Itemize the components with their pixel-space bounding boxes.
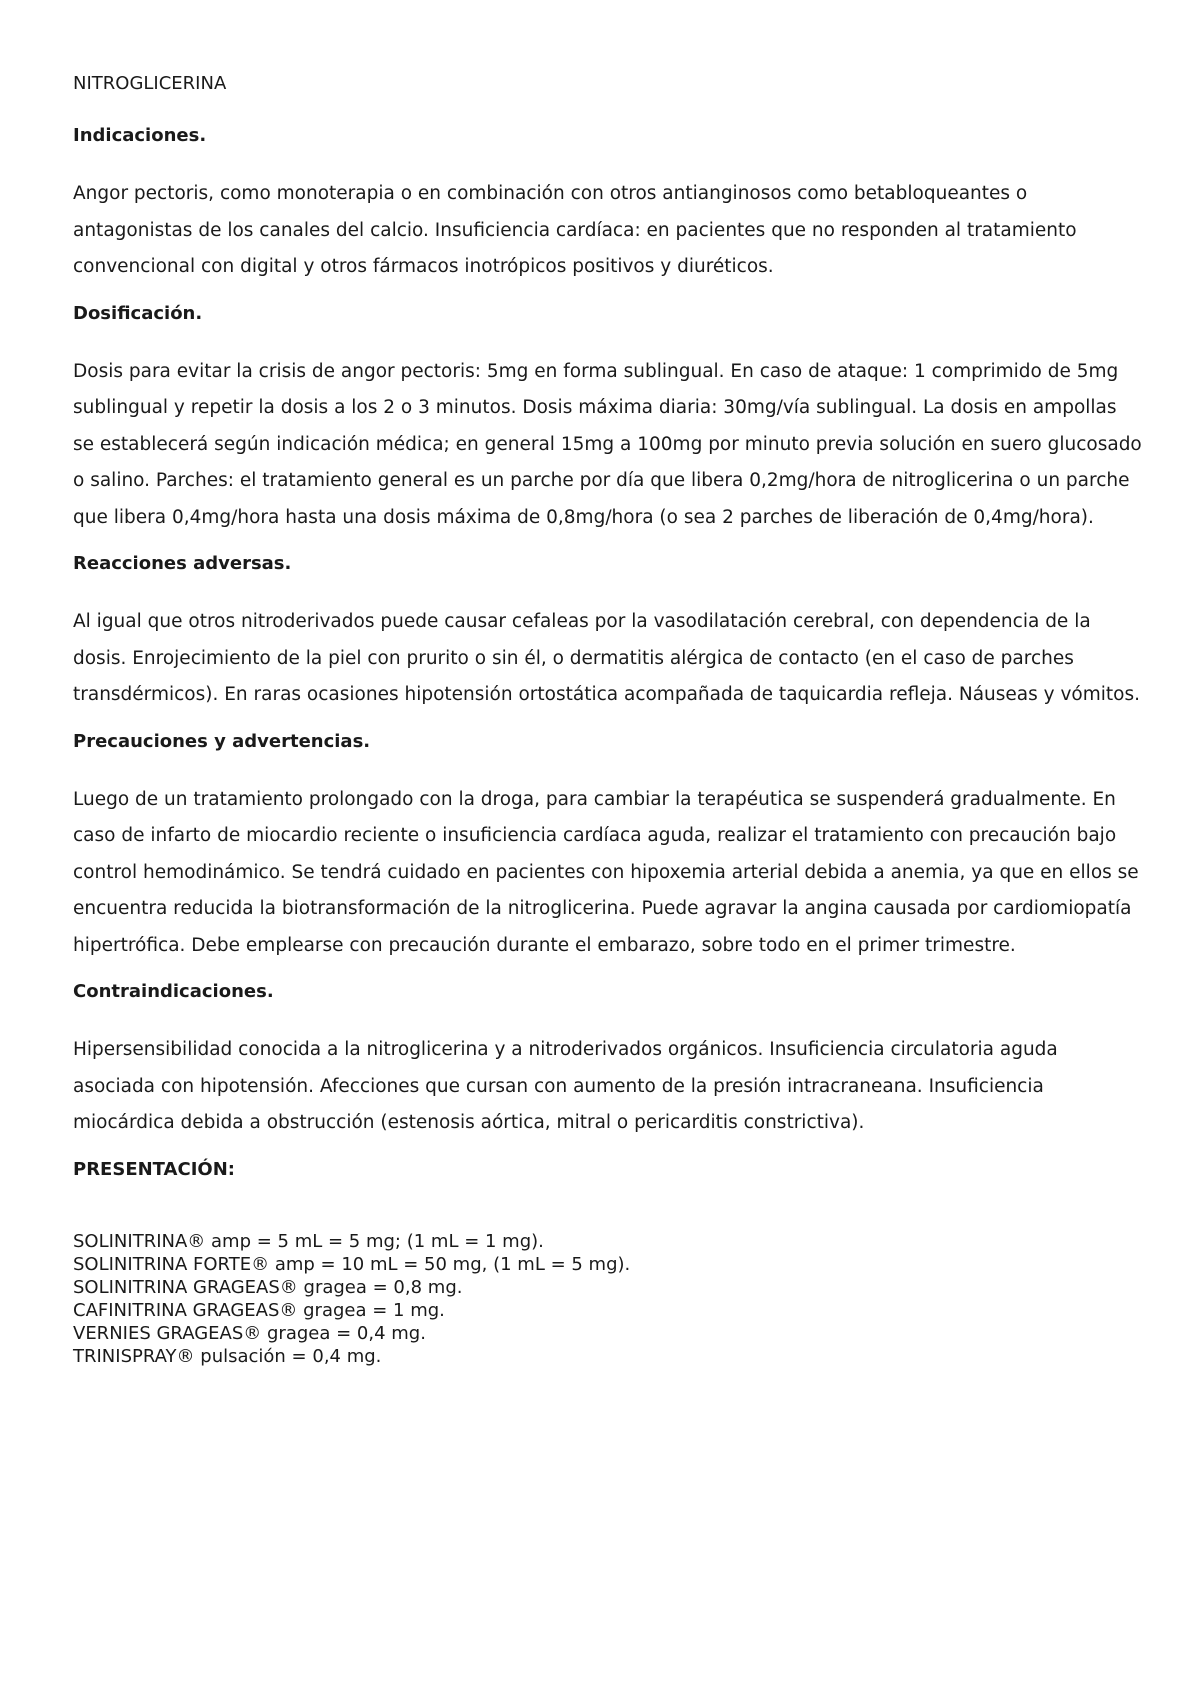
presentation-item: TRINISPRAY® pulsación = 0,4 mg. (73, 1345, 382, 1367)
section-heading: Reacciones adversas. (73, 553, 292, 574)
presentation-heading: PRESENTACIÓN: (73, 1158, 235, 1180)
section-body: Al igual que otros nitroderivados puede causar cefaleas por la vasodilatación cerebral, con dependencia de la dosis. Enrojecimiento de la piel con prurito o sin él, o dermatitis alérgica de contacto (en el caso de parches transdérmicos). En raras ocasiones hipotensión ortostática acompañada de taquicardia refleja. Náuseas y vómitos. (73, 611, 1141, 705)
presentation-item: VERNIES GRAGEAS® gragea = 0,4 mg. (73, 1322, 426, 1344)
presentation-item: SOLINITRINA® amp = 5 mL = 5 mg; (1 mL = 1 mg). (73, 1230, 544, 1252)
section-body: Hipersensibilidad conocida a la nitroglicerina y a nitroderivados orgánicos. Insuficiencia circulatoria aguda asociada con hipotensión. Afecciones que cursan con aumento de la presión intracraneana. Insuficiencia miocárdica debida a obstrucción (estenosis aórtica, mitral o pericarditis constrictiva). (73, 1039, 1058, 1133)
section-body: Angor pectoris, como monoterapia o en combinación con otros antianginosos como betabloqueantes o antagonistas de los canales del calcio. Insuficiencia cardíaca: en pacientes que no responden al tratamiento convencional con digital y otros fármacos inotrópicos positivos y diuréticos. (73, 183, 1077, 277)
section-heading: Contraindicaciones. (73, 981, 274, 1002)
presentation-item: CAFINITRINA GRAGEAS® gragea = 1 mg. (73, 1299, 445, 1321)
section-reacciones-adversas (73, 550, 1143, 714)
section-body: Dosis para evitar la crisis de angor pectoris: 5mg en forma sublingual. En caso de ataque: 1 comprimido de 5mg sublingual y repetir la dosis a los 2 o 3 minutos. Dosis máxima diaria: 30mg/vía sublingual. La dosis en ampollas se establecerá según indicación médica; en general 15mg a 100mg por minuto previa solución en suero glucosado o salino. Parches: el tratamiento general es un parche por día que libera 0,2mg/hora de nitroglicerina o un parche que libera 0,4mg/hora hasta una dosis máxima de 0,8mg/hora (o sea 2 parches de liberación de 0,4mg/hora). (73, 360, 1142, 528)
section-precauciones (73, 728, 1143, 965)
presentation-item: SOLINITRINA FORTE® amp = 10 mL = 50 mg, (1 mL = 5 mg). (73, 1253, 631, 1275)
document-page (73, 70, 1143, 1368)
section-body: Luego de un tratamiento prolongado con la droga, para cambiar la terapéutica se suspenderá gradualmente. En caso de infarto de miocardio reciente o insuficiencia cardíaca aguda, realizar el tratamiento con precaución bajo control hemodinámico. Se tendrá cuidado en pacientes con hipoxemia arterial debida a anemia, ya que en ellos se encuentra reducida la biotransformación de la nitroglicerina. Puede agravar la angina causada por cardiomiopatía hipertrófica. Debe emplearse con precaución durante el embarazo, sobre todo en el primer trimestre. (73, 788, 1139, 956)
section-contraindicaciones (73, 978, 1143, 1142)
section-heading: Dosificación. (73, 302, 203, 324)
section-dosificacion (73, 300, 1143, 537)
section-heading: Indicaciones. (73, 125, 207, 146)
section-indicaciones (73, 122, 1143, 286)
section-heading: Precauciones y advertencias. (73, 730, 371, 752)
presentation-list (73, 1230, 1143, 1368)
section-presentacion (73, 1156, 1143, 1368)
presentation-item: SOLINITRINA GRAGEAS® gragea = 0,8 mg. (73, 1276, 463, 1298)
document-title: NITROGLICERINA (73, 73, 227, 94)
